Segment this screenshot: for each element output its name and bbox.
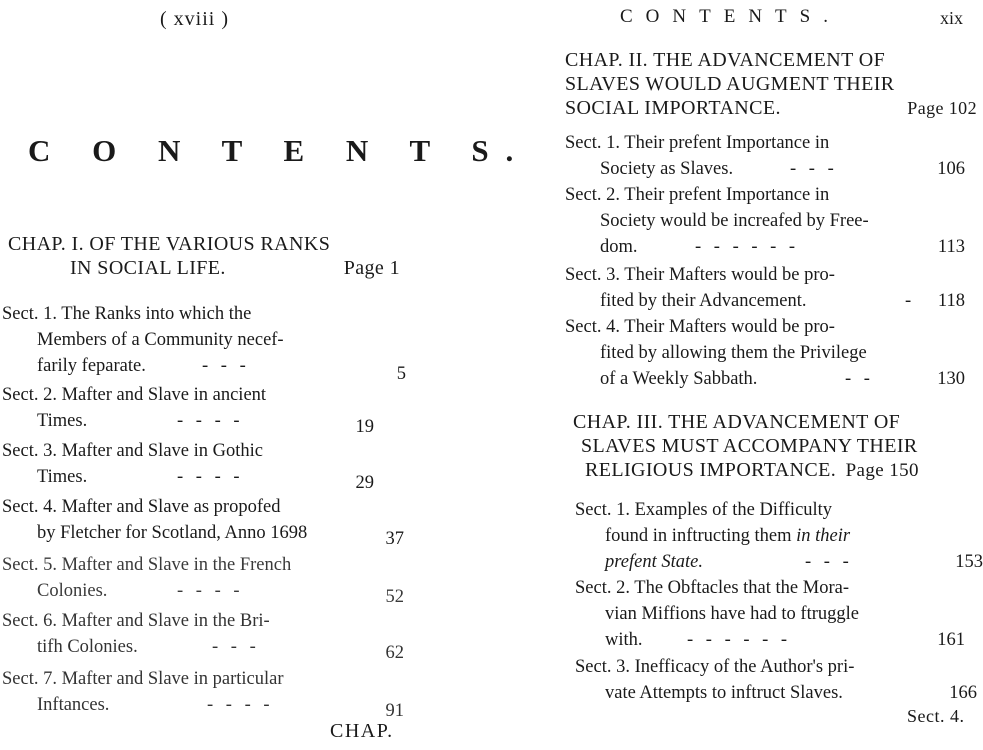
entry-line: Sect. 2. The Obftacles that the Mora- bbox=[575, 578, 849, 598]
entry-line: vate Attempts to inftruct Slaves. bbox=[605, 683, 843, 703]
catchword: Sect. 4. bbox=[907, 706, 965, 726]
right-page bbox=[520, 0, 983, 750]
page-number-header: ( xviii ) bbox=[160, 8, 229, 30]
entry-line: Sect. 1. Their prefent Importance in bbox=[565, 133, 830, 153]
chapter-2-heading bbox=[565, 48, 977, 120]
entry-line: tifh Colonies. bbox=[37, 637, 138, 657]
chapter-3-heading bbox=[573, 410, 977, 483]
entry-line: fited by their Advancement. bbox=[600, 291, 807, 311]
entry-page-number: 29 bbox=[355, 473, 374, 493]
entry-line: prefent State. bbox=[605, 552, 703, 572]
entry-page-number: 118 bbox=[937, 291, 965, 311]
leader-dashes: - - - bbox=[212, 637, 260, 657]
contents-entry bbox=[565, 130, 965, 182]
leader-dashes: - - - - bbox=[177, 581, 244, 601]
leader-dashes: - - - bbox=[790, 159, 838, 179]
chapter-heading-line: CHAP. I. OF THE VARIOUS RANKS bbox=[8, 233, 331, 255]
leader-dashes: - - - bbox=[805, 552, 853, 572]
contents-entry bbox=[2, 382, 406, 437]
contents-entry bbox=[575, 497, 983, 575]
contents-entry bbox=[575, 654, 977, 706]
entry-page-number: 5 bbox=[396, 364, 406, 384]
entry-line: Inftances. bbox=[37, 695, 110, 715]
entry-line: Times. bbox=[37, 411, 88, 431]
entry-line: farily feparate. bbox=[37, 356, 146, 376]
entry-page-number: 37 bbox=[385, 529, 404, 549]
leader-dashes: - - - bbox=[202, 356, 250, 376]
entry-line: Society as Slaves. bbox=[600, 159, 734, 179]
entry-line: Sect. 1. The Ranks into which the bbox=[2, 304, 252, 324]
chapter-heading-line: CHAP. III. THE ADVANCEMENT OF bbox=[573, 411, 901, 433]
entry-page-number: 161 bbox=[937, 630, 965, 650]
leader-dashes: - - - - bbox=[207, 695, 274, 715]
page-number-header: xix bbox=[940, 8, 964, 28]
chapter-heading-line: RELIGIOUS IMPORTANCE. bbox=[585, 459, 837, 481]
entry-line: Members of a Community necef- bbox=[37, 330, 284, 350]
contents-entry bbox=[565, 262, 965, 314]
entry-page-number: 62 bbox=[385, 643, 404, 663]
entry-line: by Fletcher for Scotland, Anno 1698 bbox=[37, 523, 308, 543]
contents-entry bbox=[2, 608, 406, 663]
contents-entry bbox=[2, 666, 406, 721]
italic-phrase: in their bbox=[796, 526, 851, 546]
entry-line: Society would be increafed by Free- bbox=[600, 211, 869, 231]
entry-line: dom. bbox=[600, 237, 638, 257]
entry-line: Sect. 5. Mafter and Slave in the French bbox=[2, 555, 292, 575]
entry-page-number: 153 bbox=[955, 552, 983, 572]
entry-page-number: 91 bbox=[385, 701, 404, 721]
entry-line: Sect. 2. Mafter and Slave in ancient bbox=[2, 385, 267, 405]
chapter-heading-line: CHAP. II. THE ADVANCEMENT OF bbox=[565, 49, 886, 71]
entry-page-number: 106 bbox=[937, 159, 965, 179]
entry-line: Sect. 7. Mafter and Slave in particular bbox=[2, 669, 284, 689]
entry-page-number: 19 bbox=[355, 417, 374, 437]
entry-line: Sect. 6. Mafter and Slave in the Bri- bbox=[2, 611, 270, 631]
leader-dashes: - - - - bbox=[177, 411, 244, 431]
leader-dashes: - - bbox=[845, 369, 874, 389]
contents-entry bbox=[565, 314, 965, 392]
chapter-heading-line: IN SOCIAL LIFE. bbox=[70, 257, 226, 279]
entry-line: Sect. 4. Mafter and Slave as propofed bbox=[2, 497, 281, 517]
entry-line: Sect. 3. Inefficacy of the Author's pri- bbox=[575, 657, 855, 677]
entry-line: Times. bbox=[37, 467, 88, 487]
chapter-page-ref: Page 150 bbox=[845, 460, 919, 481]
leader-dashes: - bbox=[905, 291, 916, 311]
chapter-heading-line: SLAVES WOULD AUGMENT THEIR bbox=[565, 73, 895, 95]
contents-entry bbox=[2, 494, 406, 549]
leader-dashes: - - - - bbox=[177, 467, 244, 487]
running-head: CONTENTS. bbox=[620, 6, 841, 27]
chapter-page-ref: Page 1 bbox=[343, 257, 400, 279]
entry-line: fited by allowing them the Privilege bbox=[600, 343, 867, 363]
entry-line: Sect. 2. Their prefent Importance in bbox=[565, 185, 830, 205]
entry-page-number: 52 bbox=[385, 587, 404, 607]
entry-line: Sect. 3. Mafter and Slave in Gothic bbox=[2, 441, 263, 461]
entry-line: with. bbox=[605, 630, 643, 650]
contents-entry bbox=[2, 301, 406, 384]
leader-dashes: - - - - - - bbox=[687, 630, 792, 650]
contents-entry bbox=[2, 552, 406, 607]
entry-page-number: 130 bbox=[937, 369, 965, 389]
entry-line: Sect. 4. Their Mafters would be pro- bbox=[565, 317, 835, 337]
entry-line: Colonies. bbox=[37, 581, 108, 601]
chapter-heading-line: SLAVES MUST ACCOMPANY THEIR bbox=[581, 435, 918, 457]
entry-page-number: 166 bbox=[949, 683, 977, 703]
contents-entry bbox=[2, 438, 406, 493]
entry-line: of a Weekly Sabbath. bbox=[600, 369, 758, 389]
entry-line: Sect. 3. Their Mafters would be pro- bbox=[565, 265, 835, 285]
catchword: CHAP. bbox=[330, 720, 394, 742]
contents-entry bbox=[565, 182, 965, 260]
contents-title: C O N T E N T S. bbox=[28, 133, 531, 168]
chapter-1-heading bbox=[8, 232, 406, 280]
leader-dashes: - - - - - - bbox=[695, 237, 800, 257]
entry-page-number: 113 bbox=[937, 237, 965, 257]
entry-line: found in inftructing them bbox=[605, 526, 792, 546]
entry-line: vian Miffions have had to ftruggle bbox=[605, 604, 859, 624]
chapter-page-ref: Page 102 bbox=[907, 98, 977, 118]
contents-entry bbox=[575, 575, 975, 653]
chapter-heading-line: SOCIAL IMPORTANCE. bbox=[565, 97, 781, 119]
entry-line: Sect. 1. Examples of the Difficulty bbox=[575, 500, 833, 520]
